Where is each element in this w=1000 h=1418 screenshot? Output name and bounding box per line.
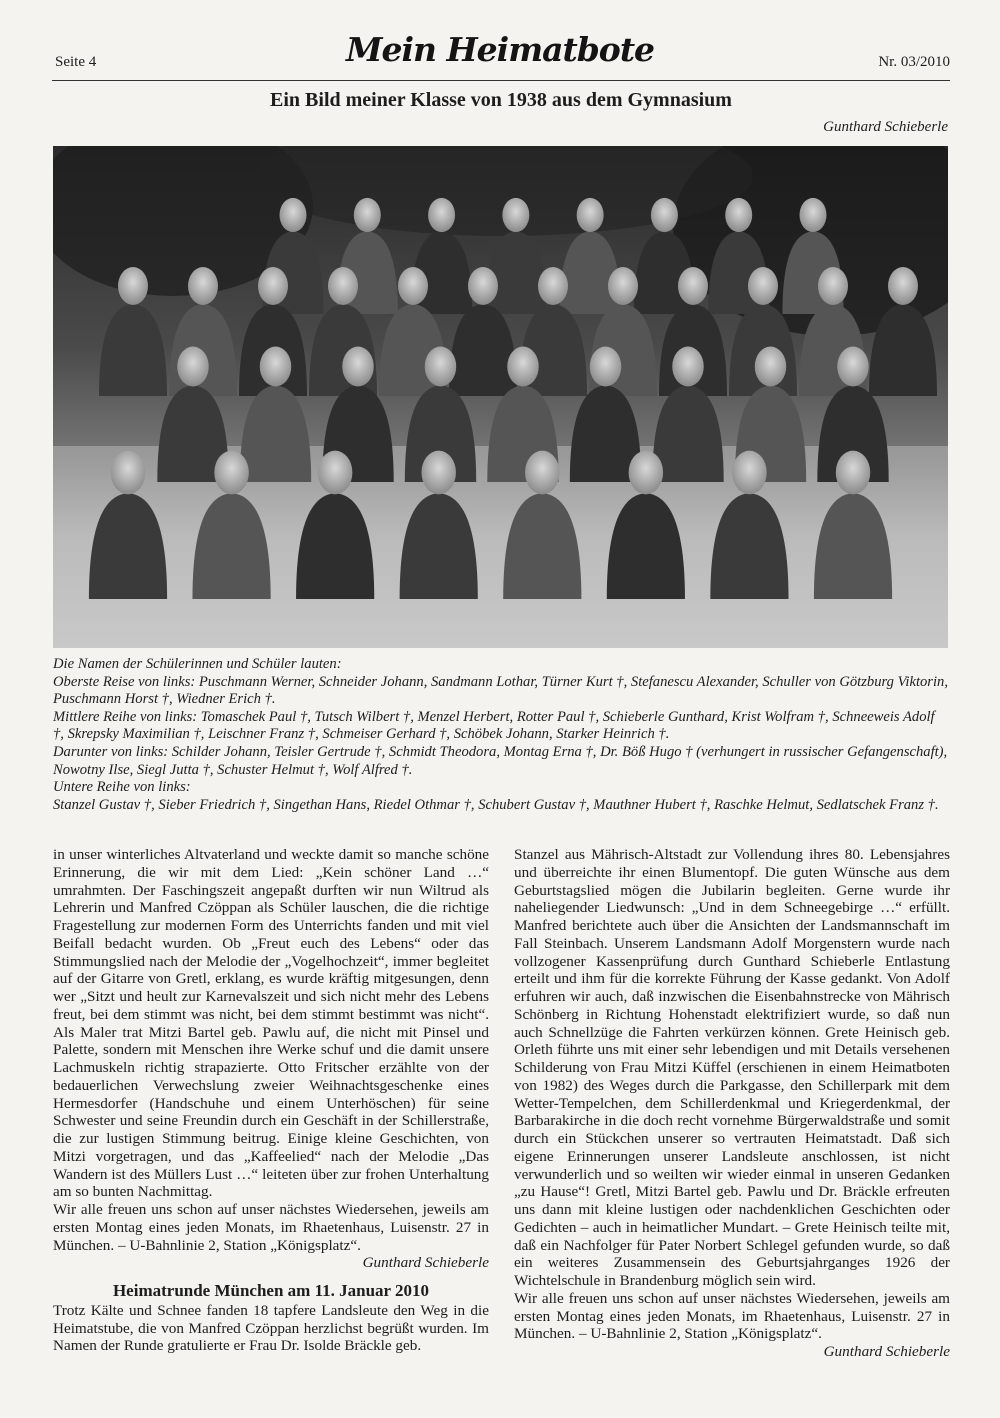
article-title: Ein Bild meiner Klasse von 1938 aus dem Gymnasium (270, 89, 732, 111)
caption-line: Darunter von links: Schilder Johann, Teisler Gertrude †, Schmidt Theodora, Montag Erna †, Dr. Böß Hugo † (verhungert in russischer Gefangenschaft), Nowotny Ilse, Siegl Jutta †, Schuster Helmut †, Wolf Alfred †. (53, 743, 948, 778)
person-head (398, 267, 428, 305)
person-head (318, 451, 353, 495)
paragraph: Wir alle freuen uns schon auf unser nächstes Wiedersehen, jeweils am ersten Montag eines jeden Monats, im Rhaetenhaus, Luisenstr. 27 in München. – U-Bahnlinie 2, Station „Königsplatz“. (514, 1289, 950, 1343)
paragraph: Trotz Kälte und Schnee fanden 18 tapfere Landsleute den Weg in die Heimatstube, die von Manfred Czöppan herzlichst begrüßt wurden. Im Namen der Runde gratulierte er Frau Dr. Isolde Bräckle geb. (53, 1301, 489, 1355)
signature: Gunthard Schieberle (362, 1254, 489, 1272)
person-head (421, 451, 456, 495)
person-head (214, 451, 249, 495)
person-head (732, 451, 767, 495)
page-number: Seite 4 (55, 54, 97, 70)
person-body (449, 304, 517, 396)
article-byline: Gunthard Schieberle (823, 119, 948, 135)
person-head (755, 347, 787, 387)
person-head (258, 267, 288, 305)
person-head (525, 451, 560, 495)
person-head (836, 451, 871, 495)
caption-line: Mittlere Reihe von links: Tomaschek Paul †, Tutsch Wilbert †, Menzel Herbert, Rotter Paul †, Schieberle Gunthard, Krist Wolfram †, Schneeweis Adolf †, Skrepsky Maximilian †, Leischner Franz †, Schmeiser Gerhard †, Schöbek Johann, Starker Heinrich †. (53, 708, 935, 743)
caption-line: Stanzel Gustav †, Sieber Friedrich †, Singethan Hans, Riedel Othmar †, Schubert Gustav †, Mauthner Hubert †, Raschke Helmut, Sedlatschek Franz †. (53, 796, 939, 813)
person-head (538, 267, 568, 305)
person-head (188, 267, 218, 305)
paragraph: in unser winterliches Altvaterland und weckte damit so manche schöne Erinnerung, die wir mit dem Lied: „Kein schöner Land …“ umrahmten. Der Faschingszeit angepaßt durften wir nun Wiltrud als Lehrerin und Manfred Czöppan als Schüler lauschen, die die richtige Fragestellung zur modernen Form des Unterrichts fanden und mit viel Beifall bedacht wurden. Ob „Freut euch des Lebens“ oder das Stimmungslied nach der Melodie der „Vogelhochzeit“, immer begleitet auf der Gitarre von Gretl, erklang, es wurde kräftig mitgesungen, denn wer „Sitzt und heult zur Karnevalszeit und sich nicht mehr des Lebens freut, bei dem stimmt was nicht, bei dem stimmt bestimmt was nicht“. Als Maler trat Mitzi Bartel geb. Pawlu auf, die nicht mit Pinsel und Palette, sondern mit Menschen ihre Werke schuf und die damit unsere Lachmuskeln richtig strapazierte. Otto Fritscher erzählte von der bedauerlichen Verwechslung zweier Weihnachtsgeschenke eines Hermesdorfer (Handschuhe und einem Unterhöschen) für seine Schwester und seine Freundin durch ein Geschäft in der Schillerstraße, die zur lustigen Stimmung beitrug. Einige kleine Geschichten, von Mitzi vorgetragen, und das „Kaffeelied“ nach der Melodie „Das Wandern ist des Müllers Lust …“ leiteten über zur frohen Unterhaltung am so bunten Nachmittag. (53, 846, 489, 1201)
person-body (560, 231, 621, 314)
person-head (888, 267, 918, 305)
person-head (800, 198, 827, 232)
photo-caption (53, 656, 948, 814)
right-column (514, 846, 950, 1361)
person-head (342, 347, 374, 387)
person-head (629, 451, 664, 495)
caption-line: Untere Reihe von links: (53, 779, 191, 796)
caption-line: Oberste Reise von links: Puschmann Werner, Schneider Johann, Sandmann Lothar, Türner Kurt †, Stefanescu Alexander, Schuller von Götzburg Viktorin, Puschmann Horst †, Wiedner Erich †. (53, 673, 948, 708)
person-body (652, 385, 723, 482)
section-heading: Heimatrunde München am 11. Januar 2010 (112, 1281, 430, 1300)
left-column (53, 846, 489, 1355)
person-head (837, 347, 869, 387)
person-head (177, 347, 209, 387)
person-head (590, 347, 622, 387)
issue-number: Nr. 03/2010 (878, 54, 950, 70)
person-head (507, 347, 539, 387)
person-head (748, 267, 778, 305)
signature: Gunthard Schieberle (823, 1343, 950, 1360)
caption-line: Die Namen der Schülerinnen und Schüler lauten: (53, 656, 342, 672)
class-photo-figures (53, 146, 948, 648)
person-head (468, 267, 498, 305)
person-head (111, 451, 146, 495)
person-head (425, 347, 457, 387)
person-head (118, 267, 148, 305)
person-head (577, 198, 604, 232)
person-head (280, 198, 307, 232)
header-rule (52, 80, 950, 81)
person-head (502, 198, 529, 232)
person-head (608, 267, 638, 305)
person-head (260, 347, 292, 387)
person-body (99, 304, 167, 396)
person-head (672, 347, 704, 387)
person-head (428, 198, 455, 232)
person-head (354, 198, 381, 232)
person-body (169, 304, 237, 396)
masthead-logo: Mein Heimatbote (345, 30, 655, 69)
person-body (240, 385, 311, 482)
paragraph: Wir alle freuen uns schon auf unser nächstes Wiedersehen, jeweils am ersten Montag eines jeden Monats, im Rhaetenhaus, Luisenstr. 27 in München. – U-Bahnlinie 2, Station „Königsplatz“. (53, 1201, 489, 1254)
person-head (725, 198, 752, 232)
person-head (328, 267, 358, 305)
person-head (651, 198, 678, 232)
class-photo (53, 146, 948, 648)
person-head (818, 267, 848, 305)
person-head (678, 267, 708, 305)
person-body (485, 231, 546, 314)
paragraph: Stanzel aus Mährisch-Altstadt zur Vollendung ihres 80. Lebensjahres und überreichte ihr einen Blumentopf. Die guten Wünsche aus dem Geburtstagslied mögen die Jubilarin begleiten. Gerne wurde ihr naheliegender Liedwunsch: „Und in dem Schneegebirge …“ erfüllt. Manfred berichtete auch über die Ansichten der Landsmannschaft im Fall Steinbach. Unserem Landsmann Adolf Morgenstern wurde nach vollzogener Kassenprüfung durch Gunthard Schieberle Entlastung erteilt und ihm für die korrekte Führung der Kasse gedankt. Von Adolf erfuhren wir auch, daß inzwischen die Eisenbahnstrecke von Mährisch Schönberg in Richtung Hohenstadt elektrifiziert wurde, so daß nun auch Schnellzüge die Fahrten verkürzen können. Grete Heinisch geb. Orleth führte uns mit einer sehr lebendigen und mit Details versehenen Schilderung von Frau Mitzi Küffel (erschienen in einem Heimatboten von 1982) des Weges durch die Parkgasse, den Schillerpark mit dem Wetter-Tempelchen, dem Schillerdenkmal und Kriegerdenkmal, der Barbarakirche in die doch recht vornehme Bürgerwaldstraße und somit durch ein Stückchen unserer so vertrauten Heimatstadt. Daß sich eigene Erinnerungen unserer Landsleute anschlossen, ist nicht verwunderlich und so weilten wir wieder einmal in unseren Gedanken „zu Hause“! Gretl, Mitzi Bartel geb. Pawlu und Dr. Bräckle erfreuten uns dann mit kleine lustigen oder nachdenklichen Geschichten oder Gedichten – auch in heimatlicher Mundart. – Grete Heinisch teilte mit, daß ein Nachfolger für Pater Norbert Schlegel gefunden wurde, so daß ein weiteres Zusammensein des Geburtsjahrganges 1926 der Wichtelschule in Brandenburg möglich sein wird. (514, 846, 950, 1289)
